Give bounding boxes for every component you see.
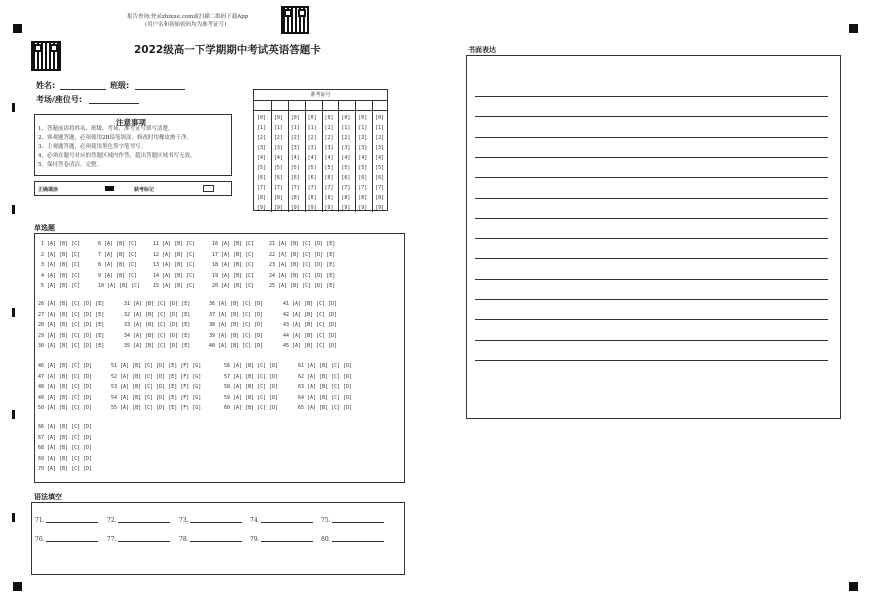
notice-item: 4、必须在题号对应的答题区域内作答，超出答题区域书写无效。 (38, 153, 196, 159)
mc-question-row[interactable]: 42 [A] [B] [C] [D] (283, 311, 338, 318)
mc-question-row[interactable]: 17 [A] [B] [C] (212, 251, 255, 258)
mc-question-row[interactable]: 19 [A] [B] [C] (212, 272, 255, 279)
exam-id-bubble[interactable]: [3] (341, 145, 351, 151)
grammar-fill-item[interactable] (250, 536, 313, 543)
correct-fill-label: 正确填涂 (38, 187, 59, 193)
mc-question-row[interactable]: 61 [A] [B] [C] [D] (298, 363, 353, 369)
exam-id-write-row (254, 100, 387, 111)
timing-mark (12, 308, 15, 317)
exam-id-column-divider (338, 100, 339, 212)
exam-id-title: 准考证号 (254, 90, 387, 101)
mc-question-row[interactable]: 65 [A] [B] [C] [D] (298, 405, 353, 411)
grammar-item-number: 79. (250, 536, 260, 543)
exam-id-bubble[interactable]: [5] (257, 165, 267, 171)
exam-id-column-divider (288, 100, 289, 212)
mc-question-row[interactable]: 69 [A] [B] [C] [D] (38, 455, 93, 462)
exam-id-bubble[interactable]: [3] (324, 145, 334, 151)
grammar-item-number: 75. (321, 517, 331, 524)
exam-id-bubble[interactable]: [6] (273, 175, 283, 181)
exam-id-bubble[interactable]: [5] (290, 165, 300, 171)
report-query-note: (用户名和初始密码均为准考证号) (145, 22, 227, 28)
mc-question-row[interactable]: 3 [A] [B] [C] (41, 262, 81, 268)
timing-mark (12, 205, 15, 214)
mc-question-row[interactable]: 47 [A] [B] [C] [D] (38, 373, 93, 380)
exam-id-bubble[interactable]: [7] (273, 185, 283, 191)
writing-line (475, 238, 828, 239)
mc-question-row[interactable]: 30 [A] [B] [C] [D] [E] (38, 343, 105, 349)
grammar-item-number: 76. (35, 536, 45, 543)
exam-id-bubble[interactable]: [3] (375, 145, 385, 151)
mc-question-row[interactable]: 11 [A] [B] [C] (153, 241, 196, 247)
mc-question-row[interactable]: 49 [A] [B] [C] [D] (38, 394, 93, 401)
exam-id-column-divider (355, 100, 356, 212)
exam-id-bubble[interactable]: [9] (341, 205, 351, 211)
mc-question-row[interactable]: 34 [A] [B] [C] [D] [E] (124, 332, 191, 339)
exam-id-bubble[interactable]: [1] (290, 125, 300, 131)
writing-line (475, 157, 828, 158)
writing-line (475, 96, 828, 97)
mc-question-row[interactable]: 59 [A] [B] [C] [D] (224, 394, 279, 401)
exam-id-bubble[interactable]: [3] (290, 145, 300, 151)
exam-id-bubble[interactable]: [1] (307, 125, 317, 131)
timing-mark (12, 103, 15, 112)
mc-question-row[interactable]: 52 [A] [B] [C] [D] [E] [F] [G] (111, 373, 202, 380)
exam-id-bubble[interactable]: [5] (358, 165, 368, 171)
exam-id-bubble[interactable]: [4] (257, 155, 267, 161)
exam-id-bubble[interactable]: [5] (324, 165, 334, 171)
mc-question-row[interactable]: 60 [A] [B] [C] [D] (224, 405, 279, 411)
grammar-answer-line[interactable] (118, 522, 170, 523)
mc-question-row[interactable]: 50 [A] [B] [C] [D] (38, 405, 93, 411)
class-label: 班级: (110, 81, 130, 90)
registration-mark (849, 24, 858, 33)
filled-bubble-icon (105, 186, 114, 191)
exam-id-bubble[interactable]: [3] (358, 145, 368, 151)
mc-question-row[interactable]: 15 [A] [B] [C] (153, 283, 196, 289)
single-choice-heading: 单选题 (34, 224, 55, 232)
app-qr-code (281, 6, 309, 34)
exam-id-bubble[interactable]: [8] (358, 195, 368, 201)
mc-question-row[interactable]: 38 [A] [B] [C] [D] (209, 322, 264, 328)
grammar-fill-item[interactable] (35, 517, 98, 524)
mc-question-row[interactable]: 7 [A] [B] [C] (98, 251, 138, 258)
registration-mark (13, 582, 22, 591)
exam-id-bubble[interactable]: [5] (307, 165, 317, 171)
exam-id-bubble[interactable]: [9] (307, 205, 317, 211)
grammar-fill-item[interactable] (250, 517, 313, 524)
mc-question-row[interactable]: 64 [A] [B] [C] [D] (298, 394, 353, 401)
mc-question-row[interactable]: 37 [A] [B] [C] [D] (209, 311, 264, 318)
registration-mark (849, 582, 858, 591)
exam-id-grid (253, 89, 388, 211)
mc-question-row[interactable]: 68 [A] [B] [C] [D] (38, 445, 93, 451)
exam-id-bubble[interactable]: [9] (358, 205, 368, 211)
mc-question-row[interactable]: 51 [A] [B] [C] [D] [E] [F] [G] (111, 363, 202, 369)
exam-id-bubble[interactable]: [8] (324, 195, 334, 201)
grammar-answer-line[interactable] (46, 522, 98, 523)
mc-question-row[interactable]: 45 [A] [B] [C] [D] (283, 343, 338, 349)
mc-question-row[interactable]: 22 [A] [B] [C] [D] [E] (269, 251, 336, 258)
exam-id-bubble[interactable]: [4] (307, 155, 317, 161)
exam-id-bubble[interactable]: [2] (341, 135, 351, 141)
grammar-answer-line[interactable] (46, 541, 98, 542)
mc-question-row[interactable]: 6 [A] [B] [C] (98, 241, 138, 247)
grammar-item-number: 78. (179, 536, 189, 543)
exam-id-bubble[interactable]: [1] (273, 125, 283, 131)
exam-id-bubble[interactable]: [6] (290, 175, 300, 181)
writing-line (475, 340, 828, 341)
grammar-fill-area (31, 502, 405, 575)
writing-heading: 书面表达 (468, 46, 496, 54)
exam-id-bubble[interactable]: [2] (307, 135, 317, 141)
exam-id-bubble[interactable]: [1] (375, 125, 385, 131)
exam-id-bubble[interactable]: [8] (290, 195, 300, 201)
exam-id-bubble[interactable]: [5] (375, 165, 385, 171)
exam-id-bubble[interactable]: [1] (358, 125, 368, 131)
mc-question-row[interactable]: 63 [A] [B] [C] [D] (298, 384, 353, 390)
exam-id-bubble[interactable]: [1] (341, 125, 351, 131)
exam-id-bubble[interactable]: [2] (324, 135, 334, 141)
mc-question-row[interactable]: 14 [A] [B] [C] (153, 272, 196, 279)
class-field[interactable] (135, 89, 185, 90)
mc-question-row[interactable]: 33 [A] [B] [C] [D] [E] (124, 322, 191, 328)
exam-id-bubble[interactable]: [0] (324, 115, 334, 121)
writing-line (475, 177, 828, 178)
exam-id-bubble[interactable]: [2] (273, 135, 283, 141)
exam-id-bubble[interactable]: [8] (257, 195, 267, 201)
exam-id-bubble[interactable]: [9] (290, 205, 300, 211)
exam-id-bubble[interactable]: [6] (307, 175, 317, 181)
writing-line (475, 299, 828, 300)
mc-question-row[interactable]: 8 [A] [B] [C] (98, 262, 138, 268)
mc-question-row[interactable]: 23 [A] [B] [C] [D] [E] (269, 262, 336, 268)
mc-question-row[interactable]: 56 [A] [B] [C] [D] (224, 363, 279, 369)
grammar-fill-item[interactable] (179, 536, 242, 543)
mc-question-row[interactable]: 25 [A] [B] [C] [D] [E] (269, 283, 336, 289)
exam-id-bubble[interactable]: [0] (341, 115, 351, 121)
writing-line (475, 116, 828, 117)
mc-question-row[interactable]: 20 [A] [B] [C] (212, 283, 255, 289)
mc-question-row[interactable]: 27 [A] [B] [C] [D] [E] (38, 311, 105, 318)
writing-line (475, 218, 828, 219)
mc-question-row[interactable]: 62 [A] [B] [C] [D] (298, 373, 353, 380)
writing-line (475, 137, 828, 138)
grammar-fill-heading: 语法填空 (34, 493, 62, 501)
grammar-answer-line[interactable] (332, 522, 384, 523)
registration-mark (13, 24, 22, 33)
writing-line (475, 279, 828, 280)
mc-question-row[interactable]: 53 [A] [B] [C] [D] [E] [F] [G] (111, 384, 202, 390)
exam-id-bubble[interactable]: [0] (375, 115, 385, 121)
mc-question-row[interactable]: 66 [A] [B] [C] [D] (38, 424, 93, 430)
exam-id-bubble[interactable]: [7] (358, 185, 368, 191)
grammar-item-number: 72. (107, 517, 117, 524)
exam-id-bubble[interactable]: [2] (290, 135, 300, 141)
mc-question-row[interactable]: 36 [A] [B] [C] [D] (209, 301, 264, 307)
mc-question-row[interactable]: 41 [A] [B] [C] [D] (283, 301, 338, 307)
exam-id-column-divider (322, 100, 323, 212)
single-choice-area (34, 233, 405, 483)
exam-id-bubble[interactable]: [6] (324, 175, 334, 181)
mc-question-row[interactable]: 43 [A] [B] [C] [D] (283, 322, 338, 328)
grammar-item-number: 74. (250, 517, 260, 524)
exam-id-bubble[interactable]: [3] (257, 145, 267, 151)
exam-id-bubble[interactable]: [7] (341, 185, 351, 191)
grammar-answer-line[interactable] (118, 541, 170, 542)
grammar-item-number: 77. (107, 536, 117, 543)
mc-question-row[interactable]: 24 [A] [B] [C] [D] [E] (269, 272, 336, 279)
mc-question-row[interactable]: 29 [A] [B] [C] [D] [E] (38, 332, 105, 339)
mc-question-row[interactable]: 2 [A] [B] [C] (41, 251, 81, 258)
exam-id-bubble[interactable]: [2] (358, 135, 368, 141)
exam-id-bubble[interactable]: [9] (273, 205, 283, 211)
absent-mark-bubble[interactable] (203, 185, 214, 192)
exam-id-bubble[interactable]: [7] (257, 185, 267, 191)
grammar-answer-line[interactable] (190, 541, 242, 542)
exam-id-bubble[interactable]: [8] (341, 195, 351, 201)
exam-id-bubble[interactable]: [0] (273, 115, 283, 121)
exam-id-bubble[interactable]: [2] (257, 135, 267, 141)
report-query-line: 报告查询:登录zhixue.com或扫描二维码下载App (127, 14, 249, 20)
name-field[interactable] (60, 89, 106, 90)
absent-mark-label: 缺考标记 (134, 187, 155, 193)
notice-item: 5、保持答卷清洁、完整。 (38, 162, 103, 168)
fill-example-box (34, 181, 232, 196)
exam-id-column-divider (372, 100, 373, 212)
mc-question-row[interactable]: 12 [A] [B] [C] (153, 251, 196, 258)
mc-question-row[interactable]: 31 [A] [B] [C] [D] [E] (124, 301, 191, 307)
seat-field[interactable] (89, 103, 139, 104)
grammar-fill-item[interactable] (321, 536, 384, 543)
mc-question-row[interactable]: 4 [A] [B] [C] (41, 272, 81, 279)
grammar-item-number: 80. (321, 536, 331, 543)
exam-id-bubble[interactable]: [0] (290, 115, 300, 121)
exam-id-bubble[interactable]: [7] (290, 185, 300, 191)
exam-id-bubble[interactable]: [0] (307, 115, 317, 121)
mc-question-row[interactable]: 70 [A] [B] [C] [D] (38, 466, 93, 472)
exam-id-bubble[interactable]: [9] (375, 205, 385, 211)
grammar-answer-line[interactable] (190, 522, 242, 523)
mc-question-row[interactable]: 57 [A] [B] [C] [D] (224, 373, 279, 380)
writing-line (475, 360, 828, 361)
exam-id-bubble[interactable]: [2] (375, 135, 385, 141)
writing-line (475, 258, 828, 259)
grammar-fill-item[interactable] (321, 517, 384, 524)
exam-id-column-divider (271, 100, 272, 212)
grammar-answer-line[interactable] (261, 522, 313, 523)
exam-id-bubble[interactable]: [7] (375, 185, 385, 191)
notice-item: 2、客观题答题，必须使用2B铅笔填涂，修改时用橡皮擦干净。 (38, 135, 193, 141)
exam-id-bubble[interactable]: [5] (273, 165, 283, 171)
exam-id-bubble[interactable]: [6] (358, 175, 368, 181)
grammar-answer-line[interactable] (332, 541, 384, 542)
notice-item: 1、答题前请将姓名、班级、考场、准考证号填写清楚。 (38, 126, 174, 132)
name-label: 姓名: (36, 81, 56, 90)
exam-id-bubble[interactable]: [4] (273, 155, 283, 161)
mc-question-row[interactable]: 40 [A] [B] [C] [D] (209, 343, 264, 349)
sheet-qr-code (31, 41, 61, 71)
exam-id-bubble[interactable]: [4] (358, 155, 368, 161)
grammar-item-number: 71. (35, 517, 45, 524)
exam-id-bubble[interactable]: [5] (341, 165, 351, 171)
grammar-fill-item[interactable] (35, 536, 98, 543)
exam-id-bubble[interactable]: [9] (324, 205, 334, 211)
exam-id-bubble[interactable]: [4] (341, 155, 351, 161)
exam-id-bubble[interactable]: [7] (324, 185, 334, 191)
exam-id-bubble[interactable]: [3] (273, 145, 283, 151)
exam-id-bubble[interactable]: [8] (307, 195, 317, 201)
exam-id-bubble[interactable]: [4] (375, 155, 385, 161)
exam-id-bubble[interactable]: [0] (358, 115, 368, 121)
mc-question-row[interactable]: 10 [A] [B] [C] (98, 283, 141, 289)
writing-line (475, 319, 828, 320)
exam-id-bubble[interactable]: [8] (273, 195, 283, 201)
writing-line (475, 198, 828, 199)
exam-id-bubble[interactable]: [6] (375, 175, 385, 181)
mc-question-row[interactable]: 13 [A] [B] [C] (153, 262, 196, 268)
notice-title: 注意事项 (116, 118, 146, 127)
mc-question-row[interactable]: 21 [A] [B] [C] [D] [E] (269, 241, 336, 247)
timing-mark (12, 513, 15, 522)
exam-id-column-divider (305, 100, 306, 212)
exam-id-bubble[interactable]: [4] (290, 155, 300, 161)
exam-id-bubble[interactable]: [7] (307, 185, 317, 191)
mc-question-row[interactable]: 39 [A] [B] [C] [D] (209, 332, 264, 339)
mc-question-row[interactable]: 46 [A] [B] [C] [D] (38, 363, 93, 369)
exam-id-bubble[interactable]: [3] (307, 145, 317, 151)
mc-question-row[interactable]: 67 [A] [B] [C] [D] (38, 434, 93, 441)
mc-question-row[interactable]: 28 [A] [B] [C] [D] [E] (38, 322, 105, 328)
mc-question-row[interactable]: 16 [A] [B] [C] (212, 241, 255, 247)
notice-item: 3、主观题答题，必须使用黑色签字笔书写。 (38, 144, 147, 150)
notice-box (34, 114, 232, 176)
mc-question-row[interactable]: 54 [A] [B] [C] [D] [E] [F] [G] (111, 394, 202, 401)
exam-id-bubble[interactable]: [1] (257, 125, 267, 131)
grammar-answer-line[interactable] (261, 541, 313, 542)
mc-question-row[interactable]: 35 [A] [B] [C] [D] [E] (124, 343, 191, 349)
mc-question-row[interactable]: 58 [A] [B] [C] [D] (224, 384, 279, 390)
mc-question-row[interactable]: 48 [A] [B] [C] [D] (38, 384, 93, 390)
mc-question-row[interactable]: 32 [A] [B] [C] [D] [E] (124, 311, 191, 318)
mc-question-row[interactable]: 26 [A] [B] [C] [D] [E] (38, 301, 105, 307)
mc-question-row[interactable]: 1 [A] [B] [C] (41, 241, 81, 247)
mc-question-row[interactable]: 5 [A] [B] [C] (41, 283, 81, 289)
seat-label: 考场/座位号: (36, 95, 83, 104)
grammar-fill-item[interactable] (179, 517, 242, 524)
exam-id-bubble[interactable]: [1] (324, 125, 334, 131)
grammar-fill-item[interactable] (107, 536, 170, 543)
exam-id-bubble[interactable]: [6] (257, 175, 267, 181)
mc-question-row[interactable]: 55 [A] [B] [C] [D] [E] [F] [G] (111, 405, 202, 411)
exam-id-bubble[interactable]: [4] (324, 155, 334, 161)
mc-question-row[interactable]: 44 [A] [B] [C] [D] (283, 332, 338, 339)
mc-question-row[interactable]: 18 [A] [B] [C] (212, 262, 255, 268)
timing-mark (12, 410, 15, 419)
exam-id-bubble[interactable]: [6] (341, 175, 351, 181)
mc-question-row[interactable]: 9 [A] [B] [C] (98, 272, 138, 279)
grammar-item-number: 73. (179, 517, 189, 524)
exam-id-bubble[interactable]: [0] (257, 115, 267, 121)
writing-area[interactable] (466, 55, 841, 419)
exam-id-bubble[interactable]: [9] (257, 205, 267, 211)
exam-id-bubble[interactable]: [8] (375, 195, 385, 201)
grammar-fill-item[interactable] (107, 517, 170, 524)
page-title: 2022级高一下学期期中考试英语答题卡 (134, 44, 321, 56)
